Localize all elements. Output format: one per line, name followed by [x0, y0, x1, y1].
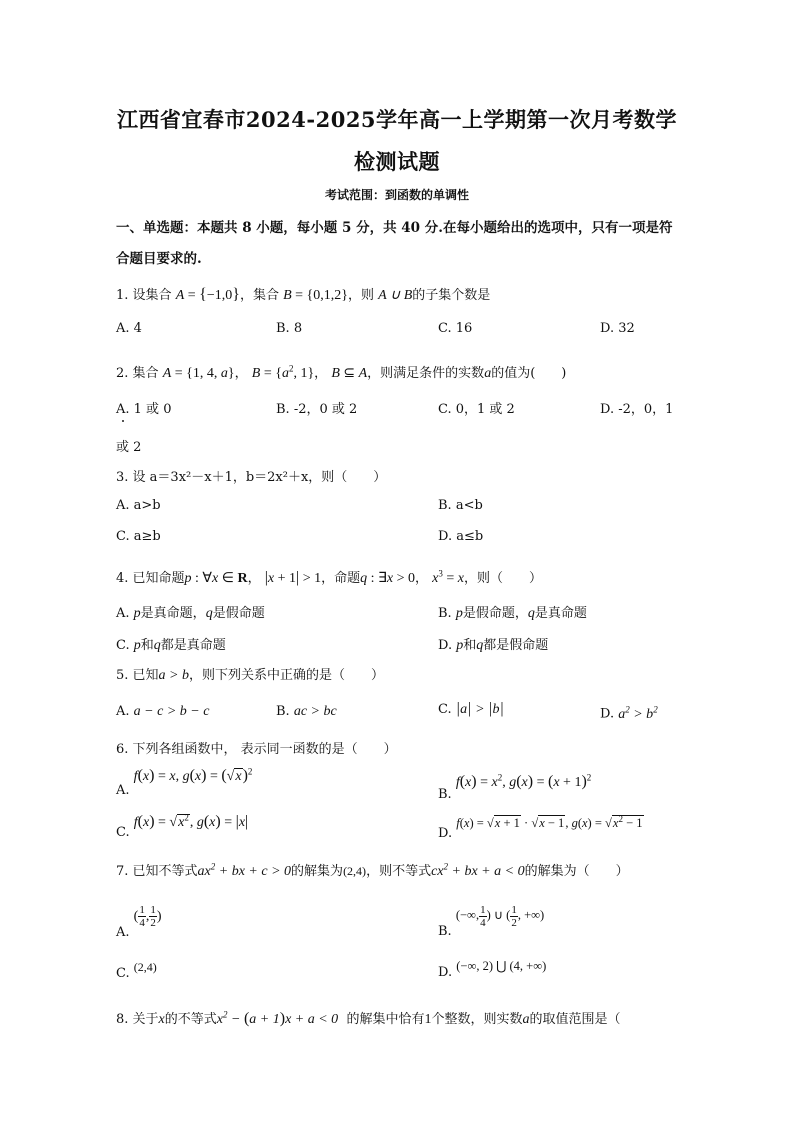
- q1-set-b-body: = {0,1,2}: [291, 288, 348, 303]
- q8-stem-tail: 的取值范围是（: [529, 1012, 621, 1027]
- exam-title: 江西省宜春市2024-2025学年高一上学期第一次月考数学: [116, 107, 678, 132]
- q3-option-d[interactable]: D. a≤b: [438, 529, 484, 544]
- q2-var-a: a: [484, 366, 492, 381]
- q5-option-b-expr: ac > bc: [293, 704, 337, 719]
- q6-option-b[interactable]: [438, 772, 592, 802]
- q4-option-a-text1: 是真命题，: [140, 606, 206, 621]
- q1-set-b: B: [283, 288, 292, 303]
- q4-option-c-text2: 都是真命题: [160, 638, 226, 653]
- q2-subset: B ⊆ A: [331, 366, 368, 381]
- exam-title-line2: 检测试题: [354, 149, 440, 174]
- q5-option-c-label: C.: [438, 702, 452, 717]
- q1-stem: 1. 设集合: [116, 288, 172, 303]
- q7-option-a-label: A.: [116, 924, 130, 940]
- q6-option-a[interactable]: [116, 766, 253, 798]
- q5-option-d-expr: $a^2 > b^2$: [618, 704, 658, 722]
- q4-prop-p-body: |x + 1| > 1: [264, 569, 322, 586]
- question-8: [116, 1008, 620, 1028]
- q1-option-c[interactable]: C. 16: [438, 321, 473, 336]
- q1-set-a-body: = {−1,0}: [184, 286, 240, 303]
- q8-stem-mid2: 的解集中恰有: [346, 1012, 425, 1027]
- q4-option-d-label: D.: [438, 638, 453, 653]
- q7-ineq1: $ax^2$ + bx + c > 0: [197, 861, 292, 879]
- q4-option-d-text2: 都是假命题: [483, 638, 549, 653]
- q2-set-b: $B = \{a^2$, 1}: [251, 363, 315, 381]
- q8-count: 1: [424, 1012, 432, 1027]
- question-5: [116, 664, 384, 684]
- q5-option-c[interactable]: [438, 700, 504, 718]
- q1-option-d[interactable]: D. 32: [600, 321, 635, 336]
- q4-prop-q: q : ∃x > 0: [360, 571, 416, 586]
- q4-option-d-text1: 和: [463, 638, 477, 653]
- q4-var-q: q: [153, 638, 161, 653]
- q8-stem-mid: 的不等式: [164, 1012, 217, 1027]
- section-heading-line2: 合题目要求的.: [116, 251, 202, 267]
- question-6: 6. 下列各组函数中， 表示同一函数的是（ ）: [116, 742, 397, 757]
- q1-union: A ∪ B: [378, 288, 413, 303]
- q8-var-x: x: [158, 1012, 165, 1027]
- frac: $\frac{1}{2}$: [150, 904, 156, 929]
- question-7: [116, 860, 629, 880]
- q7-option-a[interactable]: [116, 904, 162, 940]
- q2-stem: 2. 集合: [116, 366, 159, 381]
- q4-stem-tail: ，则（ ）: [464, 571, 543, 586]
- q4-option-a-text2: 是假命题: [212, 606, 265, 621]
- q7-option-b-label: B.: [438, 924, 452, 940]
- q7-option-c-label: C.: [116, 966, 130, 981]
- q7-stem: 7. 已知不等式: [116, 864, 198, 879]
- q4-stem-mid: ，命题: [321, 571, 361, 586]
- q6-option-c[interactable]: [116, 812, 249, 840]
- q1-option-a[interactable]: A. 4: [116, 321, 142, 336]
- q4-option-c-label: C.: [116, 638, 130, 653]
- frac: $\frac{1}{2}$: [511, 904, 517, 929]
- q8-stem-mid3: 个整数，则实数: [431, 1012, 523, 1027]
- q5-option-a-label: A.: [116, 704, 130, 719]
- q1-stem-mid: ，集合: [239, 288, 279, 303]
- q7-option-c-expr: (2,4): [133, 960, 157, 974]
- question-2: 2. 集合 A = {1, 4, a}， $B = \{a^2$, 1}， B ⊆ A，则满足条件的实数a的值为( ): [116, 363, 567, 381]
- q4-stem: 4. 已知命题: [116, 571, 185, 586]
- q7-interval: (2,4): [343, 864, 367, 878]
- q7-option-b[interactable]: [438, 904, 545, 940]
- q1-set-a: A: [175, 288, 185, 303]
- q4-var-p: p: [133, 606, 141, 621]
- q5-option-b[interactable]: [276, 704, 337, 720]
- q7-stem-tail: 的解集为（ ）: [524, 864, 629, 879]
- q5-option-b-label: B.: [276, 704, 290, 719]
- q4-option-b-label: B.: [438, 606, 452, 621]
- q8-ineq: $x^2 - (a + 1)x + a < 0$: [216, 1009, 339, 1027]
- section-heading: 一、单选题：本题共 8 小题，每小题 5 分，共 40 分.在每小题给出的选项中，只有一项是符: [116, 220, 673, 236]
- q4-option-a[interactable]: [116, 602, 265, 622]
- q7-option-d-label: D.: [438, 965, 453, 980]
- q4-option-b[interactable]: [438, 602, 587, 622]
- q1-stem-tail: 的子集个数是: [412, 288, 491, 303]
- q4-option-b-text1: 是假命题，: [462, 606, 528, 621]
- question-4: 4. 已知命题p : ∀x ∈ R， |x + 1| > 1，命题q : ∃x > 0， $x^3 = x$，则（ ）: [116, 568, 543, 586]
- q5-stem-tail: ，则下列关系中正确的是（ ）: [189, 668, 385, 683]
- q8-stem: 8. 关于: [116, 1012, 159, 1027]
- q2-option-d[interactable]: D. -2，0，1: [600, 402, 674, 417]
- q2-stem-tail2: 的值为( ): [491, 366, 567, 381]
- q7-option-d-expr: (−∞, 2) ⋃ (4, +∞): [456, 959, 547, 973]
- q5-stem: 5. 已知: [116, 668, 159, 683]
- question-3: 3. 设 a＝3x²－x＋1，b＝2x²＋x，则（ ）: [116, 470, 387, 485]
- q4-var-p: p: [456, 638, 464, 653]
- q2-set-a: A = {1, 4, a}: [162, 366, 235, 381]
- q4-option-b-text2: 是真命题: [534, 606, 587, 621]
- q4-option-d[interactable]: [438, 634, 548, 654]
- q7-ineq2: $cx^2$ + bx + a < 0: [431, 861, 525, 879]
- q2-option-d-wrap: 或 2: [116, 440, 142, 455]
- q7-stem-mid: 的解集为: [291, 864, 344, 879]
- q6-option-d[interactable]: [438, 814, 644, 842]
- q2-option-a[interactable]: A. 1 或 0: [116, 402, 172, 417]
- q4-var-p: p: [455, 606, 463, 621]
- q7-option-d[interactable]: [438, 958, 547, 980]
- q4-option-c[interactable]: [116, 634, 226, 654]
- q6-option-b-label: B.: [438, 786, 452, 802]
- q4-var-q: q: [476, 638, 484, 653]
- q7-option-a-expr: ( $\frac{1}{4}$ , $\frac{1}{2}$ ): [133, 904, 162, 929]
- q4-var-q: q: [527, 606, 535, 621]
- q5-option-d-label: D.: [600, 706, 615, 722]
- q6-option-b-expr: $f(x) = x^2$, $g(x) = (x + 1)^2$: [455, 772, 592, 790]
- q7-option-c[interactable]: [116, 960, 157, 981]
- q8-var-a: a: [522, 1012, 530, 1027]
- q2-option-b[interactable]: B. -2，0 或 2: [276, 402, 358, 417]
- frac: $\frac{1}{4}$: [480, 904, 486, 929]
- q5-option-a-expr: a − c > b − c: [133, 704, 210, 719]
- q6-option-a-expr: f(x) = x, $g(x) = (√x)^2$: [133, 766, 253, 784]
- q5-option-c-expr: |a| > |b|: [455, 700, 504, 717]
- q6-option-d-expr: f(x) = √x + 1 · √x − 1, $g(x) = √x^2 - 1$: [456, 814, 643, 831]
- q7-stem-mid2: ，则不等式: [366, 864, 432, 879]
- q5-option-a[interactable]: [116, 704, 209, 720]
- q2-stem-tail: ，则满足条件的实数: [367, 366, 485, 381]
- stray-dot: [122, 420, 124, 422]
- q4-prop-p: p : ∀x ∈ R: [184, 571, 248, 586]
- q1-option-b[interactable]: B. 8: [276, 321, 303, 336]
- q6-option-c-expr: $f(x) = √x^2$, g(x) = |x|: [133, 812, 249, 830]
- q3-option-a[interactable]: A. a>b: [116, 498, 161, 513]
- q4-var-p: p: [133, 638, 141, 653]
- q3-option-c[interactable]: C. a≥b: [116, 529, 161, 544]
- q4-option-c-text1: 和: [140, 638, 154, 653]
- frac: $\frac{1}{4}$: [139, 904, 145, 929]
- q5-cond: a > b: [158, 668, 189, 683]
- q5-option-d[interactable]: [600, 704, 658, 723]
- q1-stem-mid2: ，则: [348, 288, 375, 303]
- q6-option-a-label: A.: [116, 782, 130, 798]
- q2-option-c[interactable]: C. 0，1 或 2: [438, 402, 515, 417]
- exam-scope: 考试范围：到函数的单调性: [324, 188, 469, 202]
- q3-option-b[interactable]: B. a<b: [438, 498, 483, 513]
- q4-option-a-label: A.: [116, 606, 130, 621]
- question-1: [116, 284, 490, 304]
- q4-prop-q-body: $x^3 = x$: [432, 568, 465, 586]
- q4-var-q: q: [205, 606, 213, 621]
- q6-option-d-label: D.: [438, 826, 453, 842]
- q6-option-c-label: C.: [116, 824, 130, 840]
- q7-option-b-expr: (−∞, $\frac{1}{4}$ ) ∪ ( $\frac{1}{2}$ , +∞): [455, 904, 545, 929]
